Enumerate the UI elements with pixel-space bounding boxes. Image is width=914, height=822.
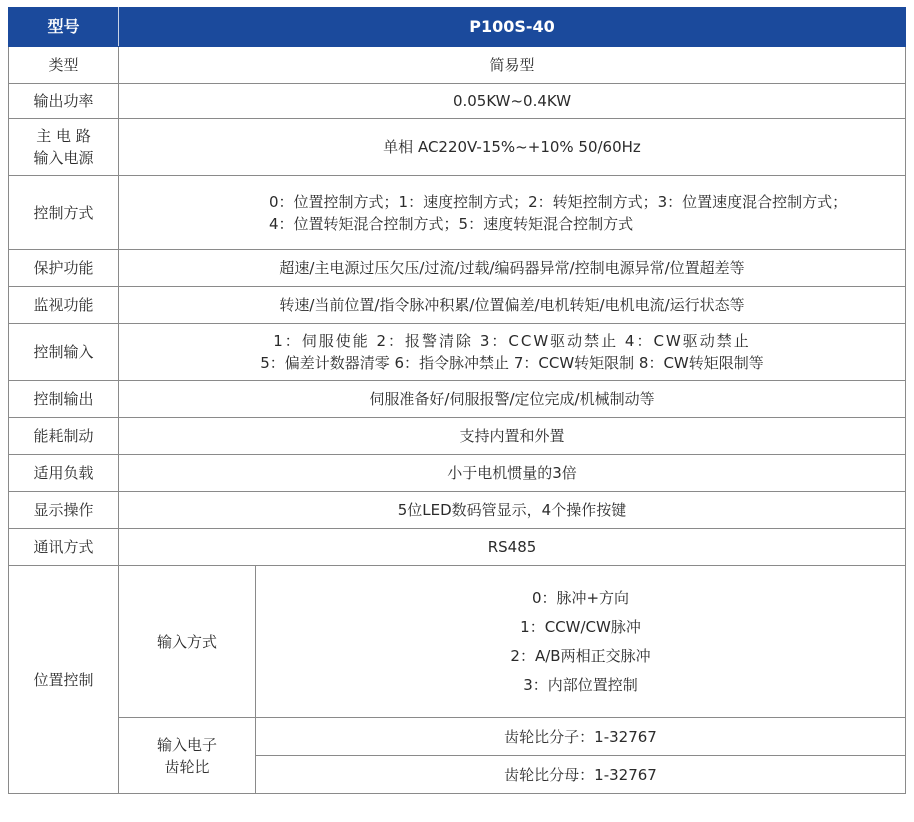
label-line: 输入电源 bbox=[33, 149, 94, 167]
row-label-control-mode: 控制方式 bbox=[9, 176, 119, 250]
table-row bbox=[9, 84, 906, 119]
list-item: 1：CCW/CW脉冲 bbox=[520, 617, 641, 636]
table-row bbox=[9, 492, 906, 529]
sub-label-gear-ratio bbox=[119, 718, 256, 794]
row-value-main-power: 单相 AC220V-15%~+10% 50/60Hz bbox=[119, 119, 906, 176]
spec-table bbox=[8, 7, 906, 794]
list-item: 2：A/B两相正交脉冲 bbox=[510, 646, 651, 665]
list-item: 0：脉冲+方向 bbox=[531, 588, 630, 607]
label-line: 输入电子 bbox=[156, 735, 217, 754]
table-header-row bbox=[9, 8, 906, 47]
row-value-output-power: 0.05KW~0.4KW bbox=[119, 84, 906, 119]
row-value-comm: RS485 bbox=[119, 529, 906, 566]
table-row bbox=[9, 566, 906, 718]
table-row bbox=[9, 287, 906, 324]
list-item: 3：内部位置控制 bbox=[523, 675, 638, 694]
row-label-position-control: 位置控制 bbox=[9, 566, 119, 794]
row-value-monitoring: 转速/当前位置/指令脉冲积累/位置偏差/电机转矩/电机电流/运行状态等 bbox=[119, 287, 906, 324]
table-row bbox=[9, 381, 906, 418]
row-label-type: 类型 bbox=[9, 47, 119, 84]
row-value-control-output: 伺服准备好/伺服报警/定位完成/机械制动等 bbox=[119, 381, 906, 418]
gear-ratio-numerator: 齿轮比分子：1-32767 bbox=[256, 718, 906, 756]
row-value-load: 小于电机惯量的3倍 bbox=[119, 455, 906, 492]
row-value-type: 简易型 bbox=[119, 47, 906, 84]
row-label-display: 显示操作 bbox=[9, 492, 119, 529]
value-line: 1：伺服使能 2：报警清除 3：CCW驱动禁止 4：CW驱动禁止 bbox=[273, 332, 751, 350]
table-row bbox=[9, 119, 906, 176]
value-line: 0：位置控制方式；1：速度控制方式；2：转矩控制方式；3：位置速度混合控制方式； bbox=[269, 192, 848, 211]
row-label-load: 适用负载 bbox=[9, 455, 119, 492]
model-value: P100S-40 bbox=[119, 8, 906, 47]
row-value-display: 5位LED数码管显示，4个操作按键 bbox=[119, 492, 906, 529]
table-row bbox=[9, 418, 906, 455]
table-row bbox=[9, 47, 906, 84]
table-row bbox=[9, 529, 906, 566]
value-line: 5：偏差计数器清零 6：指令脉冲禁止 7：CCW转矩限制 8：CW转矩限制等 bbox=[260, 354, 764, 372]
row-value-control-input bbox=[119, 324, 906, 381]
label-line: 齿轮比 bbox=[164, 757, 210, 776]
row-label-braking: 能耗制动 bbox=[9, 418, 119, 455]
row-value-braking: 支持内置和外置 bbox=[119, 418, 906, 455]
row-label-control-input: 控制输入 bbox=[9, 324, 119, 381]
row-label-monitoring: 监视功能 bbox=[9, 287, 119, 324]
gear-ratio-denominator: 齿轮比分母：1-32767 bbox=[256, 756, 906, 794]
row-label-output-power: 输出功率 bbox=[9, 84, 119, 119]
row-label-control-output: 控制输出 bbox=[9, 381, 119, 418]
value-line: 4：位置转矩混合控制方式；5：速度转矩混合控制方式 bbox=[269, 214, 634, 233]
label-line: 主 电 路 bbox=[36, 127, 91, 145]
sub-label-input-mode: 输入方式 bbox=[119, 566, 256, 718]
table-row bbox=[9, 324, 906, 381]
model-label: 型号 bbox=[9, 8, 119, 47]
input-mode-options bbox=[256, 566, 906, 718]
row-label-main-power bbox=[9, 119, 119, 176]
table-row bbox=[9, 176, 906, 250]
table-row bbox=[9, 250, 906, 287]
table-row bbox=[9, 718, 906, 756]
table-row bbox=[9, 455, 906, 492]
row-value-control-mode bbox=[119, 176, 906, 250]
row-label-protection: 保护功能 bbox=[9, 250, 119, 287]
row-value-protection: 超速/主电源过压欠压/过流/过载/编码器异常/控制电源异常/位置超差等 bbox=[119, 250, 906, 287]
row-label-comm: 通讯方式 bbox=[9, 529, 119, 566]
